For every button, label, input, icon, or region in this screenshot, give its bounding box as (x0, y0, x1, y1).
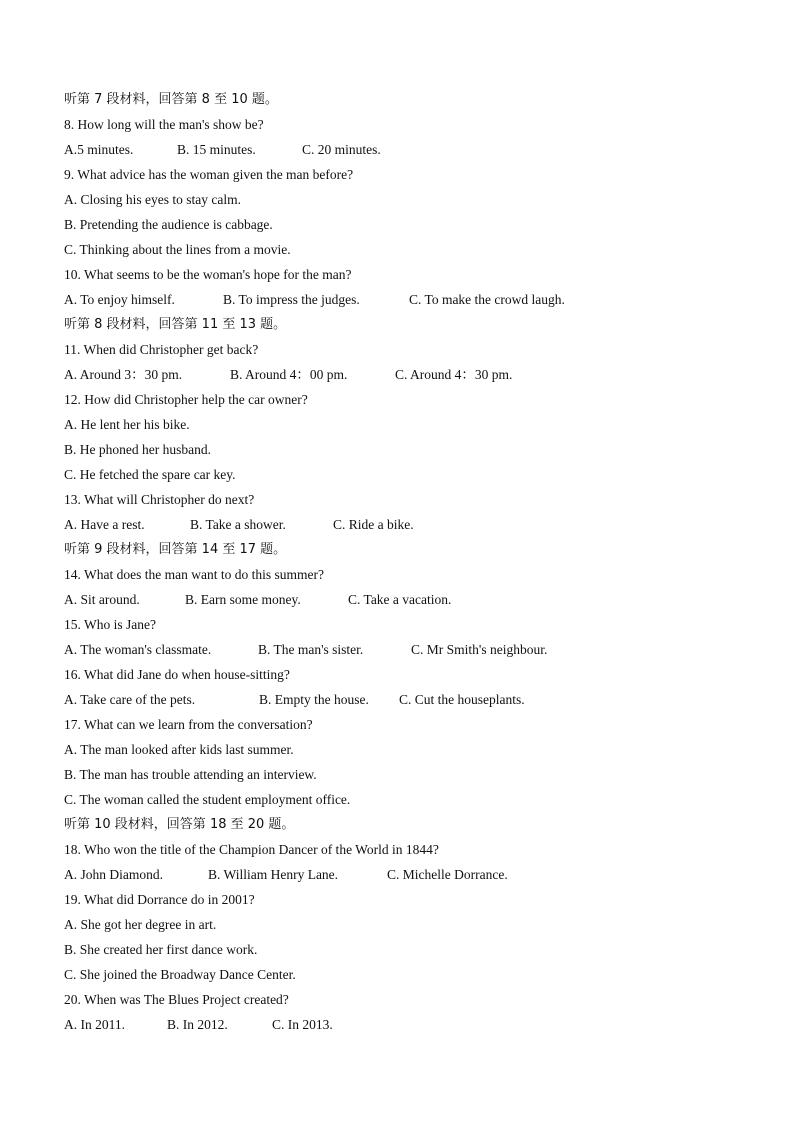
option-c: C. To make the crowd laugh. (409, 292, 565, 307)
question-text: 15. Who is Jane? (64, 617, 156, 632)
option-row (64, 140, 764, 165)
option-b: B. Pretending the audience is cabbage. (64, 217, 273, 232)
option-a: A. Closing his eyes to stay calm. (64, 192, 241, 207)
question-text: 12. How did Christopher help the car owner? (64, 392, 308, 407)
option-row (64, 1015, 764, 1040)
option-b: B. He phoned her husband. (64, 442, 211, 457)
option-row (64, 640, 764, 665)
option-row (64, 365, 764, 390)
section-header: 听第 7 段材料，回答第 8 至 10 题。 (64, 92, 278, 107)
option-c: C. Ride a bike. (333, 517, 414, 532)
section-header: 听第 10 段材料，回答第 18 至 20 题。 (64, 817, 295, 832)
option-a: A. The man looked after kids last summer. (64, 742, 294, 757)
option-a: A. The woman's classmate. (64, 642, 212, 657)
question-text: 19. What did Dorrance do in 2001? (64, 892, 255, 907)
option-a: A. John Diamond. (64, 867, 163, 882)
option-a: A. He lent her his bike. (64, 417, 190, 432)
option-a: A. She got her degree in art. (64, 917, 217, 932)
option-b: B. The man's sister. (258, 642, 364, 657)
option-b: B. To impress the judges. (223, 292, 360, 307)
question-text: 9. What advice has the woman given the man before? (64, 167, 354, 182)
option-row (64, 690, 764, 715)
option-a: A. Have a rest. (64, 517, 145, 532)
question-text: 17. What can we learn from the conversation? (64, 717, 313, 732)
question-text: 16. What did Jane do when house-sitting? (64, 667, 290, 682)
option-c: C. Michelle Dorrance. (387, 867, 508, 882)
option-c: C. 20 minutes. (302, 142, 381, 157)
question-text: 10. What seems to be the woman's hope for the man? (64, 267, 352, 282)
option-c: C. Cut the houseplants. (399, 692, 525, 707)
option-b: B. The man has trouble attending an interview. (64, 767, 317, 782)
option-row (64, 290, 764, 315)
option-c: C. In 2013. (272, 1017, 333, 1032)
option-row (64, 590, 764, 615)
option-c: C. Thinking about the lines from a movie. (64, 242, 291, 257)
option-a: A. Sit around. (64, 592, 140, 607)
question-text: 18. Who won the title of the Champion Dancer of the World in 1844? (64, 842, 439, 857)
option-b: B. Around 4：00 pm. (230, 367, 348, 382)
option-c: C. The woman called the student employment office. (64, 792, 351, 807)
question-text: 8. How long will the man's show be? (64, 117, 264, 132)
question-text: 11. When did Christopher get back? (64, 342, 259, 357)
section-header: 听第 8 段材料，回答第 11 至 13 题。 (64, 317, 287, 332)
option-b: B. She created her first dance work. (64, 942, 258, 957)
option-a: A. Around 3：30 pm. (64, 367, 183, 382)
option-b: B. 15 minutes. (177, 142, 256, 157)
question-text: 20. When was The Blues Project created? (64, 992, 289, 1007)
question-text: 14. What does the man want to do this summer? (64, 567, 324, 582)
option-c: C. She joined the Broadway Dance Center. (64, 967, 296, 982)
section-header: 听第 9 段材料，回答第 14 至 17 题。 (64, 542, 287, 557)
option-b: B. William Henry Lane. (208, 867, 339, 882)
option-b: B. In 2012. (167, 1017, 228, 1032)
option-c: C. Take a vacation. (348, 592, 452, 607)
option-row (64, 865, 764, 890)
document-page (64, 90, 764, 1040)
option-row (64, 515, 764, 540)
option-c: C. Mr Smith's neighbour. (411, 642, 548, 657)
option-b: B. Empty the house. (259, 692, 369, 707)
option-a: A.5 minutes. (64, 142, 134, 157)
option-c: C. He fetched the spare car key. (64, 467, 236, 482)
option-b: B. Take a shower. (190, 517, 286, 532)
question-text: 13. What will Christopher do next? (64, 492, 255, 507)
option-b: B. Earn some money. (185, 592, 301, 607)
option-a: A. To enjoy himself. (64, 292, 175, 307)
option-a: A. Take care of the pets. (64, 692, 196, 707)
option-c: C. Around 4：30 pm. (395, 367, 513, 382)
option-a: A. In 2011. (64, 1017, 125, 1032)
